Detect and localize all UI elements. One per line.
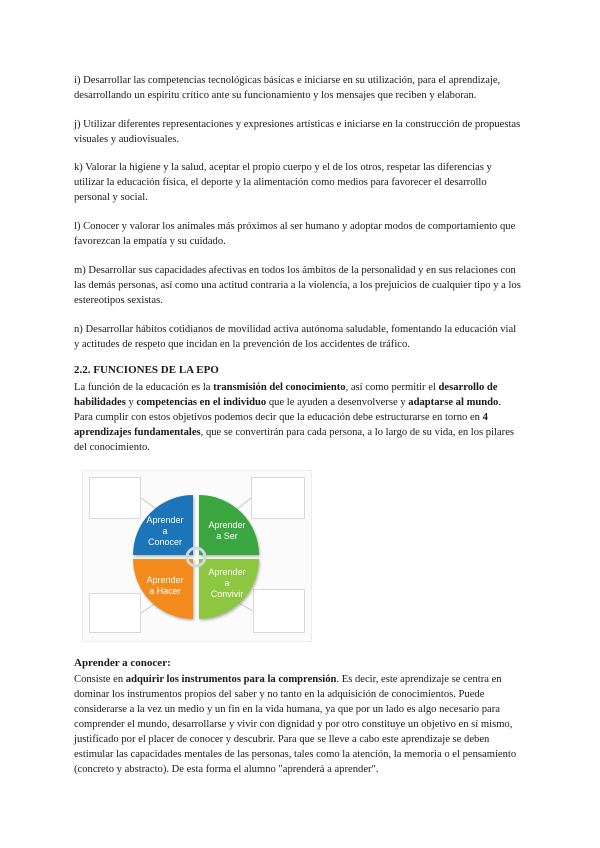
intro-text-2: , así como permitir el	[345, 382, 439, 393]
objective-j: j) Utilizar diferentes representaciones y expresiones artísticas e iniciarse en la construcción de propuestas visuales y audiovisuales.	[74, 119, 521, 145]
center-ring	[187, 548, 205, 566]
subsection-body	[74, 672, 522, 777]
quadrant-convivir-line3: Convivir	[210, 589, 244, 599]
objective-n: n) Desarrollar hábitos cotidianos de movilidad activa autónoma saludable, fomentando la educación vial y actitudes de respeto que incidan en la prevención de los accidentes de tráfico.	[74, 324, 517, 350]
intro-text-6: , que se convertirán para cada persona, a lo largo de su vida, en los pilares del conocimiento.	[74, 427, 515, 453]
pillars-wheel	[83, 471, 311, 641]
subsection-title: Aprender a conocer:	[74, 657, 171, 669]
intro-text-5: . Para cumplir con estos objetivos podemos decir que la educación debe estructurarse en torno en	[74, 397, 502, 423]
quadrant-convivir-line2: a	[224, 578, 230, 588]
intro-bold-1: transmisión del conocimiento	[213, 382, 346, 393]
body-text-2: . Es decir, este aprendizaje se centra en dominar los instrumentos propios del saber y no tanto en la adquisición de conocimientos. Puede considerarse a la vez un medio y un fin en la vida humana, ya que por un lado es algo necesario para comprender el mundo, desarrollarse y vivir con dignidad y por otro constituye un objetivo en sí mismo, justificado por el placer de conocer y descubrir. Para que se lleve a cabo este aprendizaje se deben estimular las capacidades mentales de las personas, tales como la atención, la memoria o el pensamiento (concreto y abstracto). De esta forma el alumno "aprenderá a aprender".	[74, 674, 517, 775]
four-pillars-diagram	[82, 470, 312, 642]
intro-bold-2: desarrollo de habilidades	[74, 382, 498, 408]
quadrant-conocer-line1: Aprender	[146, 515, 184, 525]
intro-text-4: que le ayuden a desenvolverse y	[266, 397, 409, 408]
objective-m: m) Desarrollar sus capacidades afectivas en todos los ámbitos de la personalidad y en sus relaciones con las demás personas, así como una actitud contraria a la violencia, a los prejuicios de cualquier tipo y a los estereotipos sexistas.	[74, 265, 521, 306]
section-intro	[74, 380, 522, 455]
quadrant-conocer-line3: Conocer	[147, 537, 183, 547]
intro-text-3: y	[125, 397, 137, 408]
objective-i: i) Desarrollar las competencias tecnológicas básicas e iniciarse en su utilización, para el aprendizaje, desarrollando un espíritu crítico ante su funcionamiento y los mensajes que reciben y elaboran.	[74, 75, 501, 101]
quadrant-hacer-line1: Aprender	[146, 575, 184, 585]
intro-bold-5: 4 aprendizajes fundamentales	[74, 412, 488, 438]
objective-k: k) Valorar la higiene y la salud, aceptar el propio cuerpo y el de los otros, respetar las diferencias y utilizar la educación física, el deporte y la alimentación como medios para favorecer el desarrollo personal y social.	[74, 162, 492, 203]
objective-l: l) Conocer y valorar los animales más próximos al ser humano y adoptar modos de comportamiento que favorezcan la empatía y su cuidado.	[74, 221, 516, 247]
quadrant-hacer-line2: a Hacer	[149, 586, 181, 596]
intro-bold-3: competencias en el individuo	[136, 397, 267, 408]
quadrant-ser-line1: Aprender	[208, 520, 246, 530]
intro-bold-4: adaptarse al mundo	[408, 397, 499, 408]
body-text-1: Consiste en	[74, 674, 126, 685]
quadrant-ser-line2: a Ser	[216, 531, 238, 541]
intro-text-1: La función de la educación es la	[74, 382, 214, 393]
section-heading: 2.2. FUNCIONES DE LA EPO	[74, 364, 219, 376]
quadrant-convivir-line1: Aprender	[208, 567, 246, 577]
body-bold-1: adquirir los instrumentos para la comprensión	[125, 674, 337, 685]
quadrant-conocer-line2: a	[162, 526, 168, 536]
